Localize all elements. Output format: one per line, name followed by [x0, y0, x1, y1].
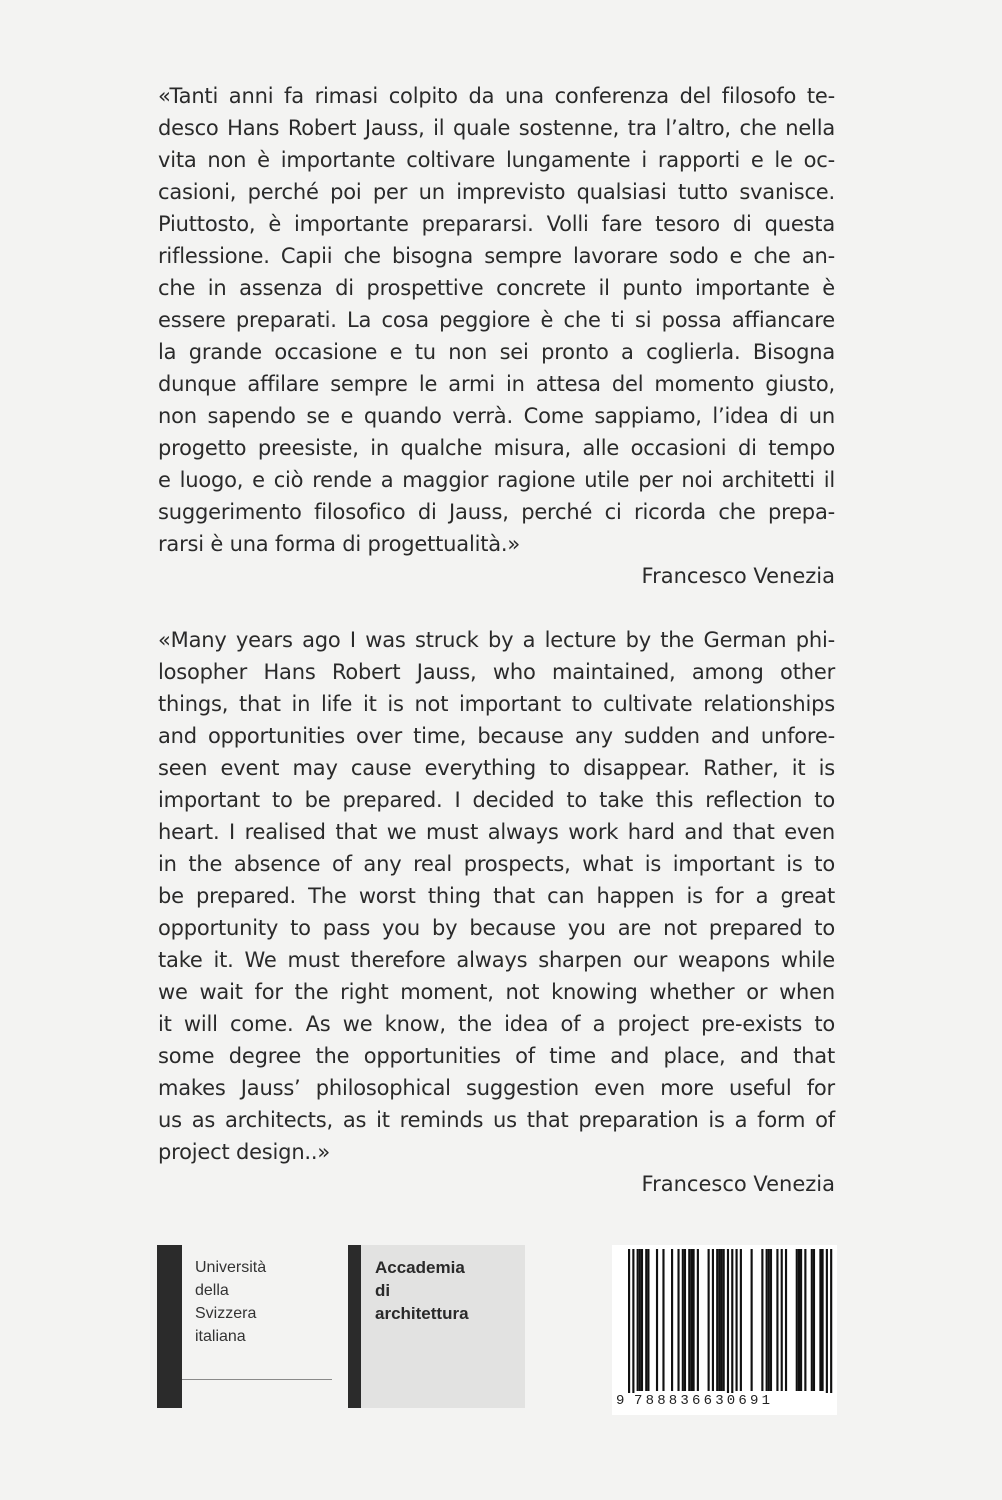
usi-logo-line: Università	[195, 1259, 267, 1276]
quote-line: take it. We must therefore always sharpen our weapons while	[158, 948, 835, 972]
quote-line: opportunity to pass you by because you are not prepared to	[158, 916, 835, 940]
quote-line: Piuttosto, è importante prepararsi. Volli fare tesoro di questa	[158, 212, 835, 236]
barcode-bar	[647, 1249, 649, 1391]
quote-line: non sapendo se e quando verrà. Come sappiamo, l’idea di un	[158, 404, 835, 428]
barcode-bar	[639, 1249, 641, 1391]
barcode-bar	[785, 1249, 787, 1391]
barcode-bar	[716, 1249, 718, 1391]
quote-line: losopher Hans Robert Jauss, who maintained, among other	[158, 660, 835, 684]
quote-line: «Tanti anni fa rimasi colpito da una conferenza del filosofo te-	[158, 84, 835, 108]
barcode-guard-bar	[727, 1249, 729, 1393]
barcode-bar	[637, 1249, 639, 1391]
barcode-bar	[641, 1249, 643, 1391]
quote-line: che in assenza di prospettive concrete il punto importante è	[158, 276, 835, 300]
academy-logo-line: architettura	[375, 1304, 469, 1323]
usi-logo-line: Svizzera	[195, 1305, 257, 1322]
barcode-bar	[712, 1249, 714, 1391]
quote-line: desco Hans Robert Jauss, il quale sostenne, tra l’altro, che nella	[158, 116, 835, 140]
academy-logo-line: Accademia	[375, 1258, 465, 1277]
barcode-bar	[682, 1249, 684, 1391]
english-quote-author: Francesco Venezia	[641, 1172, 835, 1196]
barcode-bar	[708, 1249, 710, 1391]
barcode-bar	[751, 1249, 753, 1391]
barcode-bar	[766, 1249, 768, 1391]
quote-line: e luogo, e ciò rende a maggior ragione utile per noi architetti il	[158, 468, 835, 492]
barcode-bar	[697, 1249, 699, 1391]
academy-logo-text	[375, 1256, 469, 1325]
barcode-bar	[690, 1249, 692, 1391]
usi-logo	[157, 1245, 332, 1408]
barcode-bar	[813, 1249, 815, 1391]
barcode-guard-bar	[731, 1249, 733, 1393]
barcode-bar	[740, 1249, 742, 1391]
quote-line: it will come. As we know, the idea of a project pre-exists to	[158, 1012, 835, 1036]
barcode-bar	[798, 1249, 800, 1391]
barcode-guard-bar	[826, 1249, 828, 1393]
barcode-bars	[612, 1245, 837, 1393]
italian-quote-author: Francesco Venezia	[641, 564, 835, 588]
barcode-bar	[819, 1249, 821, 1391]
academy-logo	[348, 1245, 525, 1408]
quote-line: important to be prepared. I decided to take this reflection to	[158, 788, 835, 812]
barcode-bar	[768, 1249, 770, 1391]
barcode-guard-bar	[830, 1249, 832, 1393]
barcode-bar	[656, 1249, 658, 1391]
quote-line: «Many years ago I was struck by a lecture by the German phi-	[158, 628, 835, 652]
barcode-bar	[645, 1249, 647, 1391]
quote-line: and opportunities over time, because any sudden and unfore-	[158, 724, 835, 748]
quote-line: we wait for the right moment, not knowing whether or when	[158, 980, 835, 1004]
quote-line: some degree the opportunities of time and place, and that	[158, 1044, 835, 1068]
usi-logo-bar	[157, 1245, 182, 1408]
italian-quote	[158, 80, 835, 560]
quote-line: progetto preesiste, in qualche misura, alle occasioni di tempo	[158, 436, 835, 460]
quote-line: rarsi è una forma di progettualità.»	[158, 532, 521, 556]
usi-logo-line: italiana	[195, 1328, 246, 1345]
quote-line: things, that in life it is not important to cultivate relationships	[158, 692, 835, 716]
isbn-barcode	[612, 1245, 837, 1415]
barcode-bar	[770, 1249, 772, 1391]
usi-logo-line: della	[195, 1282, 229, 1299]
barcode-guard-bar	[632, 1249, 634, 1393]
quote-line: makes Jauss’ philosophical suggestion even more useful for	[158, 1076, 835, 1100]
barcode-bar	[720, 1249, 722, 1391]
quote-line: heart. I realised that we must always work hard and that even	[158, 820, 835, 844]
quote-line: seen event may cause everything to disappear. Rather, it is	[158, 756, 835, 780]
barcode-guard-bar	[628, 1249, 630, 1393]
barcode-bar	[776, 1249, 778, 1391]
barcode-bar	[718, 1249, 720, 1391]
quote-line: be prepared. The worst thing that can happen is for a great	[158, 884, 835, 908]
barcode-bar	[677, 1249, 679, 1391]
usi-logo-baseline	[182, 1379, 332, 1380]
academy-logo-line: di	[375, 1281, 391, 1300]
barcode-bar	[804, 1249, 806, 1391]
barcode-first-digit: 9	[616, 1393, 625, 1409]
barcode-bar	[671, 1249, 673, 1391]
quote-line: us as architects, as it reminds us that preparation is a form of	[158, 1108, 835, 1132]
barcode-bar	[723, 1249, 725, 1391]
barcode-bar	[781, 1249, 783, 1391]
barcode-bar	[761, 1249, 763, 1391]
usi-logo-text	[195, 1256, 266, 1348]
quote-line: project design..»	[158, 1140, 331, 1164]
barcode-bar	[800, 1249, 802, 1391]
barcode-bar	[822, 1249, 824, 1391]
quote-line: vita non è importante coltivare lungamente i rapporti e le oc-	[158, 148, 835, 172]
barcode-bar	[662, 1249, 664, 1391]
quote-line: dunque affilare sempre le armi in attesa del momento giusto,	[158, 372, 835, 396]
academy-logo-bar	[348, 1245, 361, 1408]
barcode-rest-digits: 788836630691	[634, 1393, 774, 1409]
english-quote	[158, 624, 835, 1168]
quote-line: casioni, perché poi per un imprevisto qualsiasi tutto svanisce.	[158, 180, 835, 204]
quote-line: riflessione. Capii che bisogna sempre lavorare sodo e che an-	[158, 244, 835, 268]
barcode-bar	[811, 1249, 813, 1391]
barcode-bar	[736, 1249, 738, 1391]
barcode-bar	[688, 1249, 690, 1391]
barcode-bar	[796, 1249, 798, 1391]
quote-line: in the absence of any real prospects, what is important is to	[158, 852, 835, 876]
barcode-bar	[684, 1249, 686, 1391]
barcode-bar	[693, 1249, 695, 1391]
quote-line: essere preparati. La cosa peggiore è che ti si possa affiancare	[158, 308, 835, 332]
quote-line: suggerimento filosofico di Jauss, perché ci ricorda che prepa-	[158, 500, 835, 524]
quote-line: la grande occasione e tu non sei pronto a coglierla. Bisogna	[158, 340, 835, 364]
